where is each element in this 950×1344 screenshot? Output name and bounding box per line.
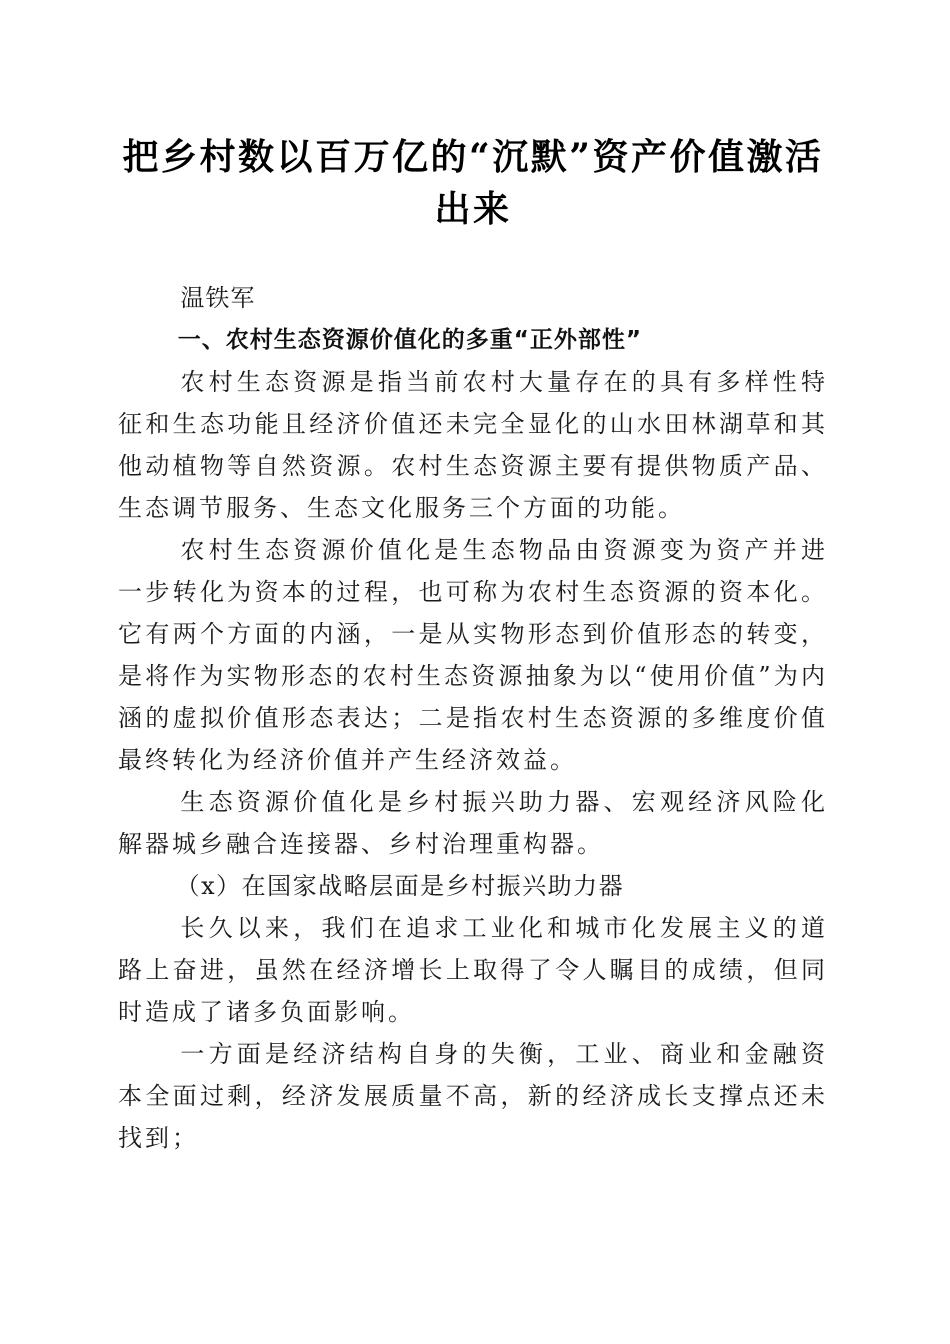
- document-title: 把乡村数以百万亿的“沉默”资产价值激活出来: [122, 136, 824, 230]
- paragraph: 长久以来，我们在追求工业化和城市化发展主义的道路上奋进，虽然在经济增长上取得了令人瞩目的成绩，但同时造成了诸多负面影响。: [118, 914, 828, 1026]
- author-name: 温铁军: [180, 284, 256, 312]
- paragraph: 农村生态资源价值化是生态物品由资源变为资产并进一步转化为资本的过程，也可称为农村生态资源的资本化。它有两个方面的内涵，一是从实物形态到价值形态的转变，是将作为实物形态的农村生态资源抽象为以“使用价值”为内涵的虚拟价值形态表达；二是指农村生态资源的多维度价值最终转化为经济价值并产生经济效益。: [118, 536, 828, 774]
- paragraph: 生态资源价值化是乡村振兴助力器、宏观经济风险化解器城乡融合连接器、乡村治理重构器。: [118, 788, 828, 858]
- paragraph: 农村生态资源是指当前农村大量存在的具有多样性特征和生态功能且经济价值还未完全显化的山水田林湖草和其他动植物等自然资源。农村生态资源主要有提供物质产品、生态调节服务、生态文化服务三个方面的功能。: [118, 368, 828, 522]
- section-heading: 一、农村生态资源价值化的多重“正外部性”: [177, 327, 643, 353]
- document-body: [118, 277, 828, 1159]
- paragraph: 一方面是经济结构自身的失衡，工业、商业和金融资本全面过剩，经济发展质量不高，新的经济成长支撑点还未找到；: [118, 1040, 828, 1152]
- subsection-heading: （x）在国家战略层面是乡村振兴助力器: [175, 872, 625, 900]
